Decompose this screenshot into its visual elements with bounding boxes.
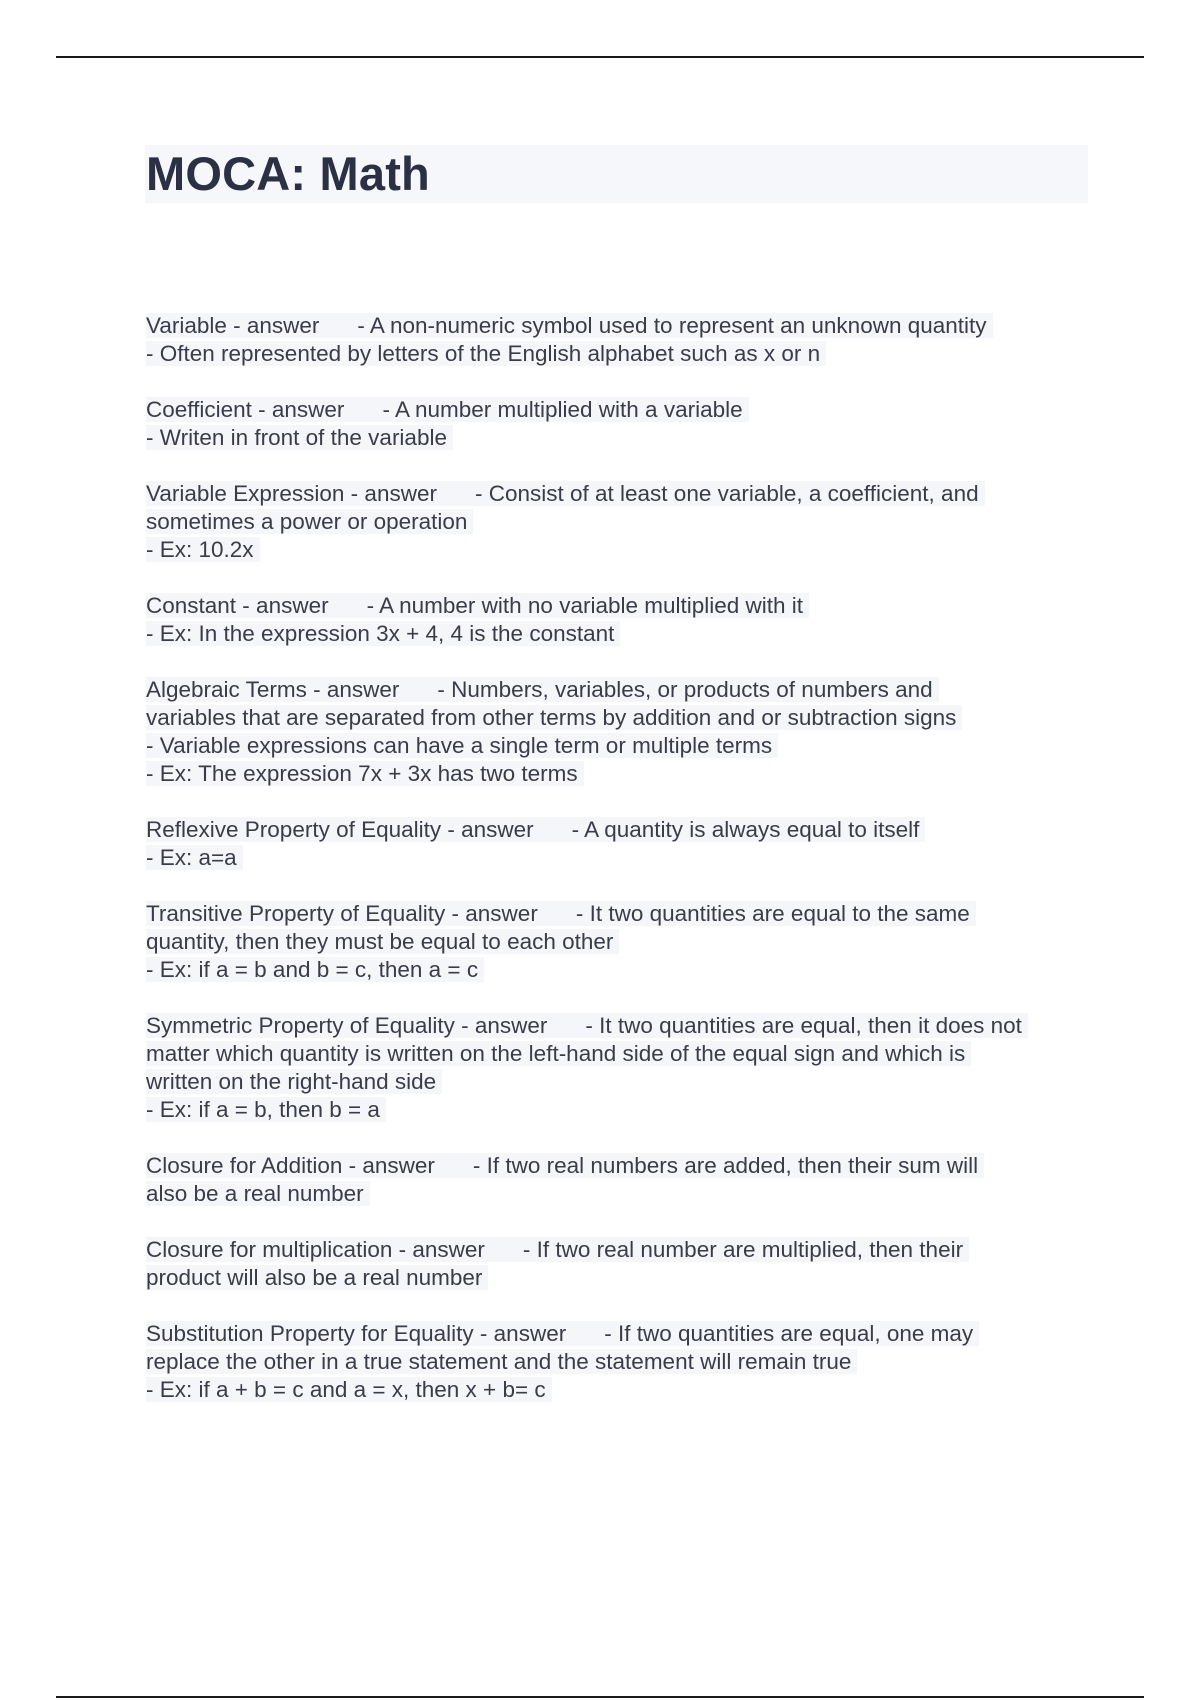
definition-line: variables that are separated from other terms by addition and or subtraction signs (146, 705, 962, 730)
definition-line: - Often represented by letters of the English alphabet such as x or n (146, 341, 826, 366)
definition-line: - Consist of at least one variable, a coefficient, and (474, 481, 979, 506)
term: Transitive Property of Equality - answer (146, 901, 538, 926)
flashcard-entry (146, 900, 1096, 984)
definition-line: also be a real number (146, 1181, 370, 1206)
definition-line: sometimes a power or operation (146, 509, 473, 534)
term: Reflexive Property of Equality - answer (146, 817, 534, 842)
page-title: MOCA: Math (146, 147, 430, 200)
term: Closure for multiplication - answer (146, 1237, 485, 1262)
definition-line: - A quantity is always equal to itself (571, 817, 920, 842)
top-rule (56, 56, 1144, 58)
flashcard-entry (146, 312, 1096, 368)
definition-line: - Ex: if a = b and b = c, then a = c (146, 957, 484, 982)
definition-line: matter which quantity is written on the left-hand side of the equal sign and which is (146, 1041, 971, 1066)
flashcard-entry (146, 1236, 1096, 1292)
definition-line: - A non-numeric symbol used to represent an unknown quantity (357, 313, 987, 338)
flashcard-entry (146, 1152, 1096, 1208)
definition-line: written on the right-hand side (146, 1069, 442, 1094)
definition-line: quantity, then they must be equal to each other (146, 929, 619, 954)
definition-line: - Ex: a=a (146, 845, 243, 870)
term: Symmetric Property of Equality - answer (146, 1013, 548, 1038)
term: Substitution Property for Equality - answer (146, 1321, 567, 1346)
flashcard-entry (146, 676, 1096, 788)
definition-line: - Ex: The expression 7x + 3x has two terms (146, 761, 584, 786)
flashcard-entry (146, 480, 1096, 564)
definition-line: replace the other in a true statement and the statement will remain true (146, 1349, 857, 1374)
definition-line: - Ex: if a = b, then b = a (146, 1097, 386, 1122)
definition-line: - If two quantities are equal, one may (604, 1321, 974, 1346)
bottom-rule (56, 1696, 1144, 1698)
definition-line: - It two quantities are equal to the same (575, 901, 970, 926)
term: Coefficient - answer (146, 397, 345, 422)
flashcard-entry (146, 592, 1096, 648)
definition-line: - Writen in front of the variable (146, 425, 453, 450)
definition-line: - A number multiplied with a variable (382, 397, 743, 422)
definition-line: - Numbers, variables, or products of numbers and (437, 677, 933, 702)
definition-line: - Ex: if a + b = c and a = x, then x + b= c (146, 1377, 552, 1402)
flashcard-entry (146, 396, 1096, 452)
definition-line: product will also be a real number (146, 1265, 488, 1290)
definition-line: - Ex: In the expression 3x + 4, 4 is the constant (146, 621, 620, 646)
definition-line: - A number with no variable multiplied with it (366, 593, 804, 618)
flashcard-entry (146, 1012, 1096, 1124)
flashcard-entry (146, 1320, 1096, 1404)
definition-line: - If two real numbers are added, then their sum will (472, 1153, 979, 1178)
definition-line: - If two real number are multiplied, then their (522, 1237, 964, 1262)
term: Variable Expression - answer (146, 481, 437, 506)
term: Variable - answer (146, 313, 320, 338)
definition-line: - Ex: 10.2x (146, 537, 260, 562)
term: Closure for Addition - answer (146, 1153, 435, 1178)
term: Constant - answer (146, 593, 329, 618)
flashcard-list (146, 312, 1096, 1432)
definition-line: - It two quantities are equal, then it does not (585, 1013, 1022, 1038)
definition-line: - Variable expressions can have a single term or multiple terms (146, 733, 778, 758)
flashcard-entry (146, 816, 1096, 872)
term: Algebraic Terms - answer (146, 677, 400, 702)
